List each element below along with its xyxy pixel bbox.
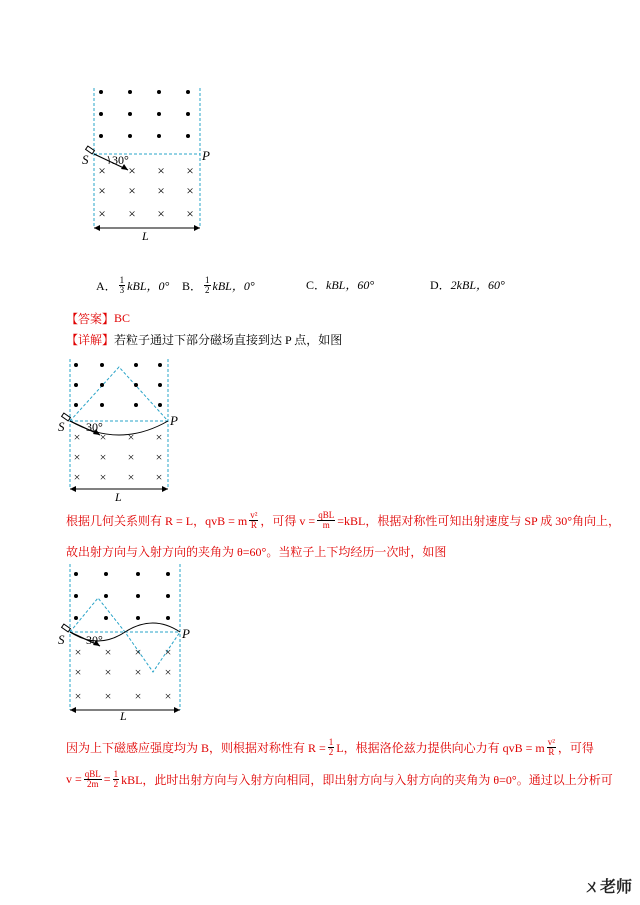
svg-text:×: ×: [155, 450, 163, 464]
length-label: L: [120, 709, 127, 722]
s-label: S: [58, 632, 65, 647]
p-label: P: [182, 626, 190, 641]
angle-label: 30°: [86, 633, 103, 647]
svg-text:×: ×: [186, 163, 194, 178]
solution-diagram-1: [56, 355, 186, 505]
p-label: P: [202, 148, 210, 163]
svg-text:×: ×: [104, 689, 112, 703]
para2-line1: 因为上下磁感应强度均为 B，则根据对称性有 R = $\frac{1}{2}$ L，根据洛伦兹力提供向心力有 qvB = m $\frac{\text{v²}}{R}$ ，可得: [66, 737, 594, 757]
svg-text:×: ×: [127, 470, 135, 484]
length-label: L: [142, 229, 149, 242]
svg-text:×: ×: [99, 450, 107, 464]
svg-text:×: ×: [73, 450, 81, 464]
question-diagram: [80, 82, 220, 242]
svg-text:×: ×: [186, 206, 194, 221]
svg-text:×: ×: [104, 665, 112, 679]
svg-text:×: ×: [98, 206, 106, 221]
para2-line2: v = $\frac{\text{qBL}}{2m}$ = $\frac{1}{2}$ kBL，此时出射方向与入射方向相同，即出射方向与入射方向的夹角为 θ=0°。通过以上分析可: [66, 769, 613, 789]
svg-text:×: ×: [157, 206, 165, 221]
svg-text:×: ×: [186, 183, 194, 198]
svg-text:×: ×: [74, 665, 82, 679]
svg-text:×: ×: [155, 430, 163, 444]
svg-text:×: ×: [104, 645, 112, 659]
angle-label: 30°: [112, 153, 129, 167]
svg-text:×: ×: [128, 183, 136, 198]
svg-text:×: ×: [98, 183, 106, 198]
svg-text:×: ×: [155, 470, 163, 484]
svg-text:×: ×: [74, 645, 82, 659]
s-label: S: [58, 419, 65, 434]
detail-line: 【详解】 若粒子通过下部分磁场直接到达 P 点，如图: [66, 333, 343, 347]
para1-line1: 根据几何关系则有 R = L，qvB = m $\frac{\text{v²}}{R}$ ，可得 v = $\frac{\text{qBL}}{m}$ =kBL，根据对称性可知出射速度与 SP 成 30°角向上，: [66, 510, 621, 530]
svg-text:×: ×: [73, 430, 81, 444]
option-a-fraction: $\frac{1}{3}$: [119, 275, 125, 295]
solution-diagram-2: [56, 560, 196, 722]
svg-text:×: ×: [164, 689, 172, 703]
option-a: A． $\frac{1}{3}$ kBL，0°: [96, 275, 170, 295]
length-label: L: [115, 490, 122, 504]
para1-line2: 故出射方向与入射方向的夹角为 θ=60°。当粒子上下均经历一次时，如图: [66, 545, 447, 559]
option-b: B． $\frac{1}{2}$ kBL，0°: [182, 275, 255, 295]
option-b-fraction: $\frac{1}{2}$: [205, 275, 210, 295]
s-label: S: [82, 152, 89, 167]
svg-text:×: ×: [164, 645, 172, 659]
svg-text:×: ×: [134, 645, 142, 659]
svg-text:×: ×: [128, 206, 136, 221]
svg-text:×: ×: [134, 689, 142, 703]
svg-text:×: ×: [157, 163, 165, 178]
svg-text:×: ×: [157, 183, 165, 198]
p-label: P: [170, 413, 178, 428]
option-d: D． 2kBL，60°: [430, 278, 505, 292]
svg-text:×: ×: [128, 163, 136, 178]
answer-line: 【答案】 BC: [66, 311, 131, 326]
svg-text:×: ×: [99, 470, 107, 484]
svg-text:×: ×: [99, 430, 107, 444]
watermark: ㄨ老师: [583, 877, 632, 896]
svg-text:×: ×: [98, 163, 106, 178]
svg-text:×: ×: [164, 665, 172, 679]
option-c: C． kBL，60°: [306, 278, 375, 292]
svg-text:×: ×: [134, 665, 142, 679]
svg-text:×: ×: [74, 689, 82, 703]
svg-text:×: ×: [127, 430, 135, 444]
angle-label: 30°: [86, 420, 103, 434]
svg-text:×: ×: [127, 450, 135, 464]
svg-text:×: ×: [73, 470, 81, 484]
